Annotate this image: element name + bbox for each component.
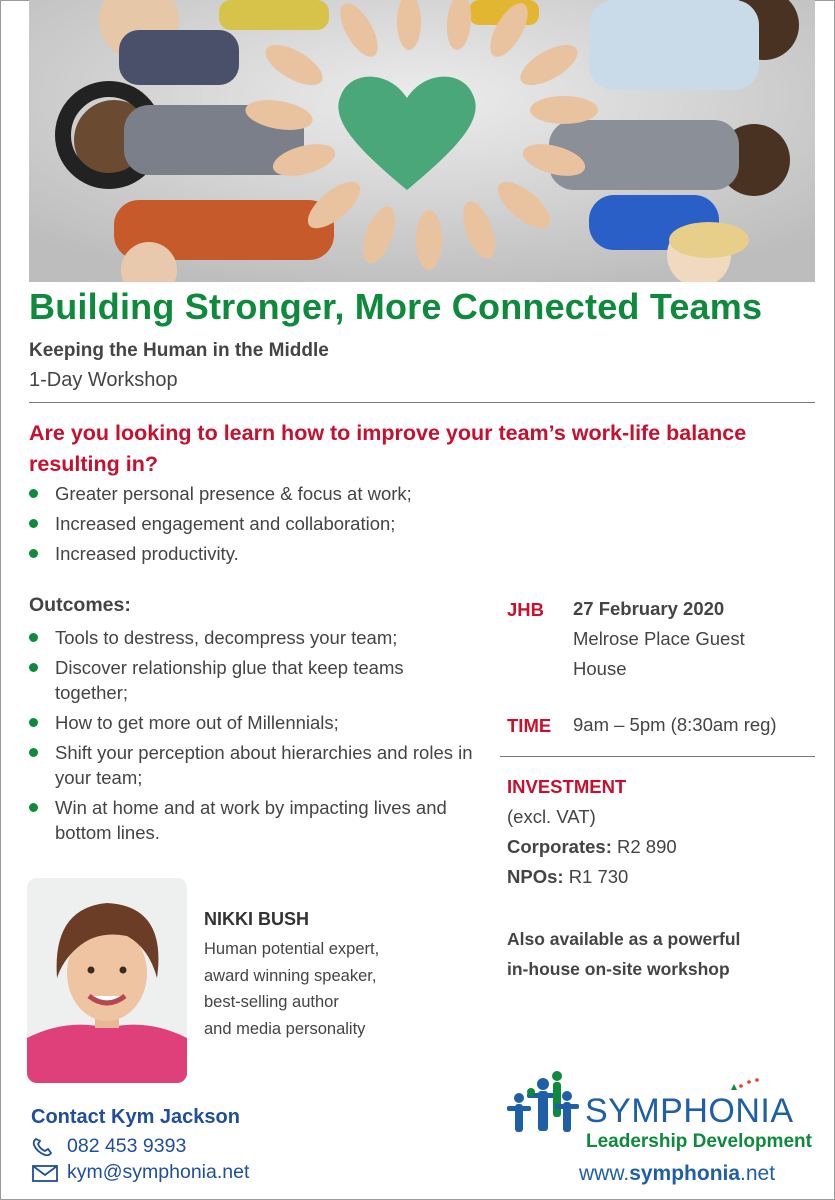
workshop-type: 1-Day Workshop — [29, 369, 178, 391]
bullet-icon — [29, 519, 38, 528]
outcomes-heading: Outcomes: — [29, 594, 131, 616]
envelope-icon — [31, 1162, 59, 1184]
speaker-name: NIKKI BUSH — [204, 909, 310, 929]
list-item: Tools to destress, decompress your team; — [0, 625, 475, 650]
contact-email-row[interactable] — [31, 1161, 249, 1184]
venue-line-1: Melrose Place Guest — [573, 628, 745, 649]
bullet-icon — [29, 718, 38, 727]
list-item: Increased productivity. — [0, 541, 500, 566]
page-title: Building Stronger, More Connected Teams — [29, 286, 763, 327]
investment-label: INVESTMENT — [507, 776, 627, 797]
list-item: Discover relationship glue that keep teams together; — [0, 655, 475, 705]
inhouse-line-1: Also available as a powerful — [507, 929, 741, 949]
contact-phone-row[interactable] — [31, 1135, 186, 1158]
divider — [500, 756, 815, 757]
divider — [29, 402, 815, 403]
bullet-icon — [29, 663, 38, 672]
benefits-list — [0, 481, 500, 571]
phone-icon — [31, 1136, 59, 1158]
list-item: Shift your perception about hierarchies and roles in your team; — [0, 740, 475, 790]
bullet-icon — [29, 549, 38, 558]
bullet-icon — [29, 633, 38, 642]
hero-image — [29, 0, 815, 282]
list-item: How to get more out of Millennials; — [0, 710, 475, 735]
npos-price-row: NPOs: R1 730 — [507, 866, 629, 887]
website-link[interactable]: www.symphonia.net — [579, 1162, 776, 1185]
bullet-icon — [29, 489, 38, 498]
list-item: Increased engagement and collaboration; — [0, 511, 500, 536]
question-heading: Are you looking to learn how to improve your team’s work-life balance resulting in? — [29, 421, 747, 476]
brand-tagline: Leadership Development — [586, 1131, 812, 1152]
bullet-icon — [29, 803, 38, 812]
event-time: 9am – 5pm (8:30am reg) — [573, 714, 777, 735]
location-label: JHB — [507, 599, 545, 620]
venue-line-2: House — [573, 658, 627, 679]
speaker-photo — [27, 878, 187, 1083]
speaker-description: Human potential expert, award winning speaker, best-selling author and media personality — [204, 940, 380, 1038]
contact-email[interactable]: kym@symphonia.net — [67, 1161, 250, 1183]
inhouse-line-2: in-house on-site workshop — [507, 959, 730, 979]
contact-heading: Contact Kym Jackson — [31, 1106, 240, 1128]
list-item: Greater personal presence & focus at work; — [0, 481, 500, 506]
brand-name: SYMPHONIA — [585, 1092, 794, 1130]
time-label: TIME — [507, 715, 552, 736]
contact-phone[interactable]: 082 453 9393 — [67, 1135, 187, 1157]
corporates-price-row: Corporates: R2 890 — [507, 836, 677, 857]
list-item: Win at home and at work by impacting lives and bottom lines. — [0, 795, 475, 845]
event-date: 27 February 2020 — [573, 598, 725, 619]
investment-note: (excl. VAT) — [507, 806, 596, 827]
page-subtitle: Keeping the Human in the Middle — [29, 340, 329, 361]
outcomes-list — [0, 625, 475, 850]
bullet-icon — [29, 748, 38, 757]
